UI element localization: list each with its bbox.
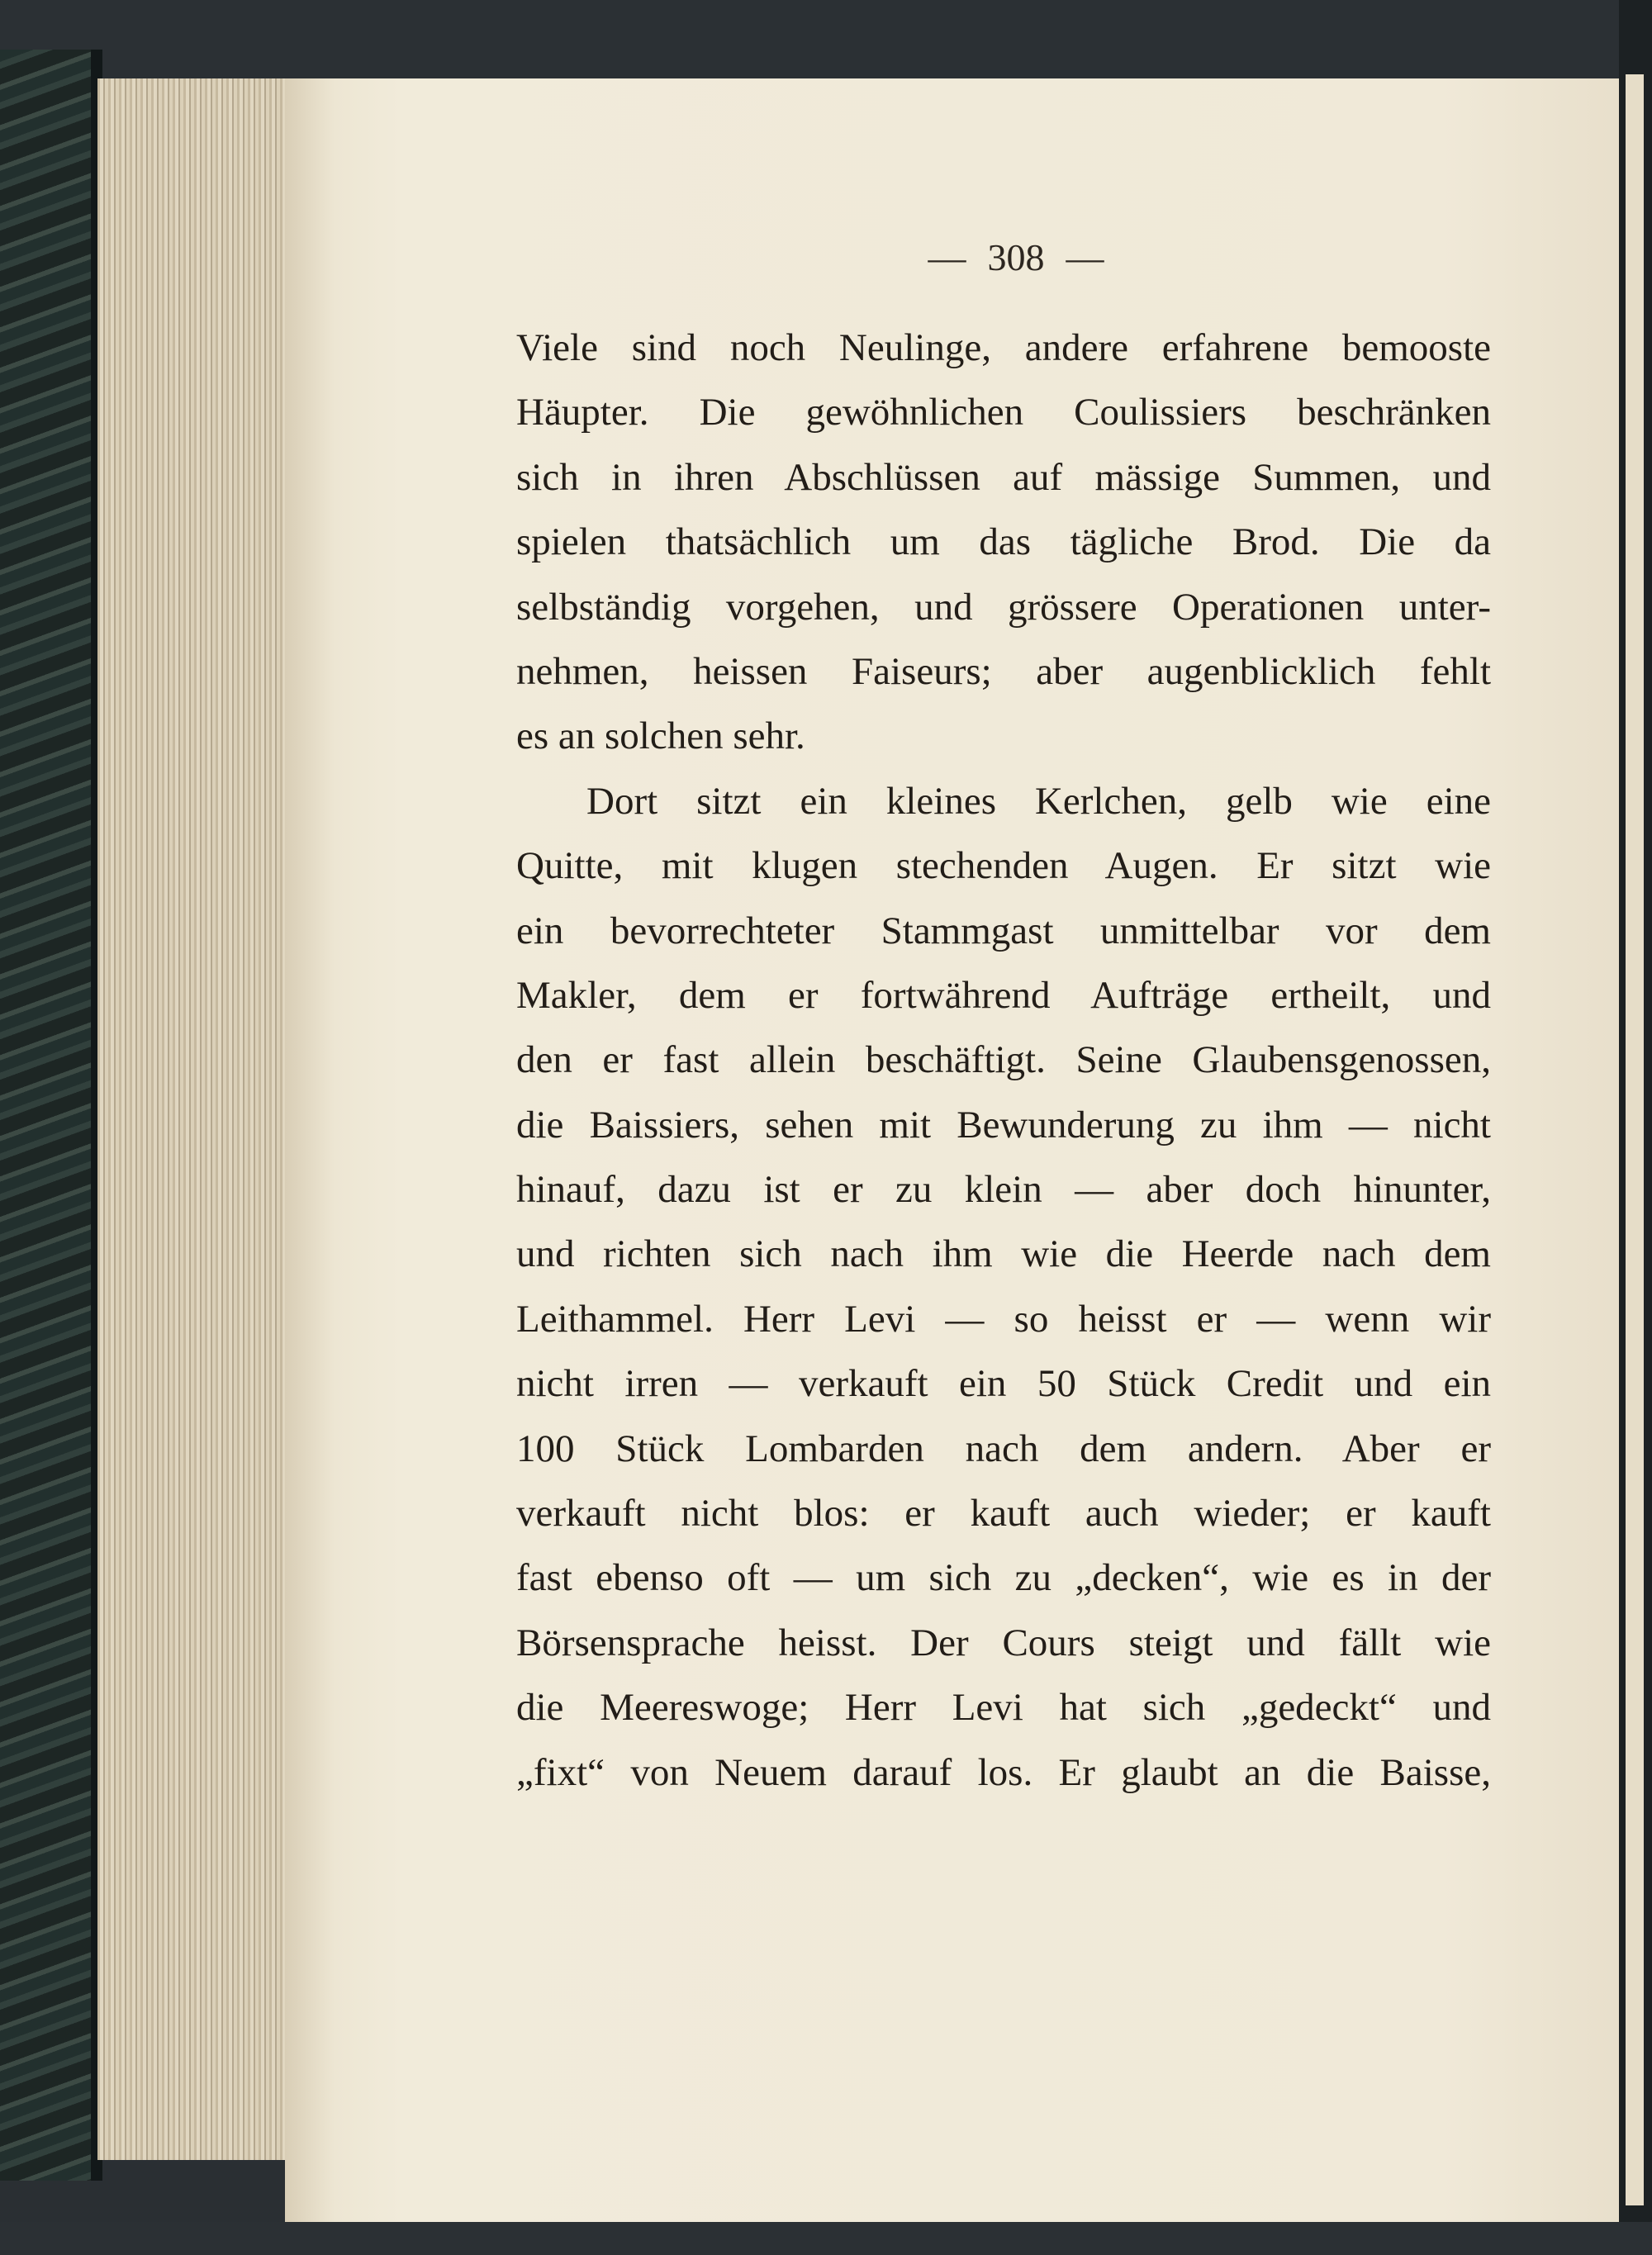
page-number-dash-right: — — [1066, 236, 1104, 278]
text-line: ein bevorrechteter Stammgast unmittelbar vor dem — [516, 909, 1491, 952]
text-line: 100 Stück Lombarden nach dem andern. Aber er — [516, 1427, 1491, 1470]
text-line: nehmen, heissen Faiseurs; aber augenblicklich fehlt — [516, 649, 1491, 693]
text-line: Viele sind noch Neulinge, andere erfahrene bemooste — [516, 326, 1491, 369]
scan-background-bottom — [0, 2222, 1652, 2255]
paragraph-1 — [516, 316, 1491, 769]
text-line: Makler, dem er fortwährend Aufträge ertheilt, und — [516, 973, 1491, 1017]
page-number: 308 — [987, 236, 1045, 278]
paragraph-2 — [516, 769, 1491, 1805]
text-line: verkauft nicht blos: er kauft auch wieder; er kauft — [516, 1492, 1491, 1536]
text-line: spielen thatsächlich um das tägliche Brod. Die da — [516, 520, 1491, 564]
body-text — [516, 316, 1491, 1805]
marbled-cover — [0, 50, 97, 2181]
text-line: hinauf, dazu ist er zu klein — aber doch hinunter, — [516, 1168, 1491, 1212]
page-number-header — [892, 235, 1140, 279]
text-line: „fixt“ von Neuem darauf los. Er glaubt an die Baisse, — [516, 1750, 1491, 1794]
facing-page-sliver — [1626, 74, 1644, 2205]
text-line: den er fast allein beschäftigt. Seine Glaubensgenossen, — [516, 1038, 1491, 1082]
text-line: die Baissiers, sehen mit Bewunderung zu ihm — nicht — [516, 1103, 1491, 1146]
text-line: nicht irren — verkauft ein 50 Stück Credit und ein — [516, 1362, 1491, 1406]
text-line: selbständig vorgehen, und grössere Operationen unter- — [516, 585, 1491, 629]
text-line: die Meereswoge; Herr Levi hat sich „gedeckt“ und — [516, 1686, 1491, 1730]
stacked-page-edges — [97, 78, 296, 2160]
text-line: sich in ihren Abschlüssen auf mässige Summen, und — [516, 455, 1491, 499]
text-line: fast ebenso oft — um sich zu „decken“, wie es in der — [516, 1556, 1491, 1600]
page-number-dash-left: — — [928, 236, 966, 278]
text-line: es an solchen sehr. — [516, 714, 805, 758]
text-line: Quitte, mit klugen stechenden Augen. Er sitzt wie — [516, 844, 1491, 888]
text-line: Häupter. Die gewöhnlichen Coulissiers beschränken — [516, 391, 1491, 434]
text-line: Leithammel. Herr Levi — so heisst er — wenn wir — [516, 1297, 1491, 1341]
text-line: Börsensprache heisst. Der Cours steigt und fällt wie — [516, 1621, 1491, 1664]
text-line: Dort sitzt ein kleines Kerlchen, gelb wie eine — [586, 779, 1491, 823]
text-line: und richten sich nach ihm wie die Heerde nach dem — [516, 1232, 1491, 1276]
scan-background-top — [0, 0, 1652, 70]
